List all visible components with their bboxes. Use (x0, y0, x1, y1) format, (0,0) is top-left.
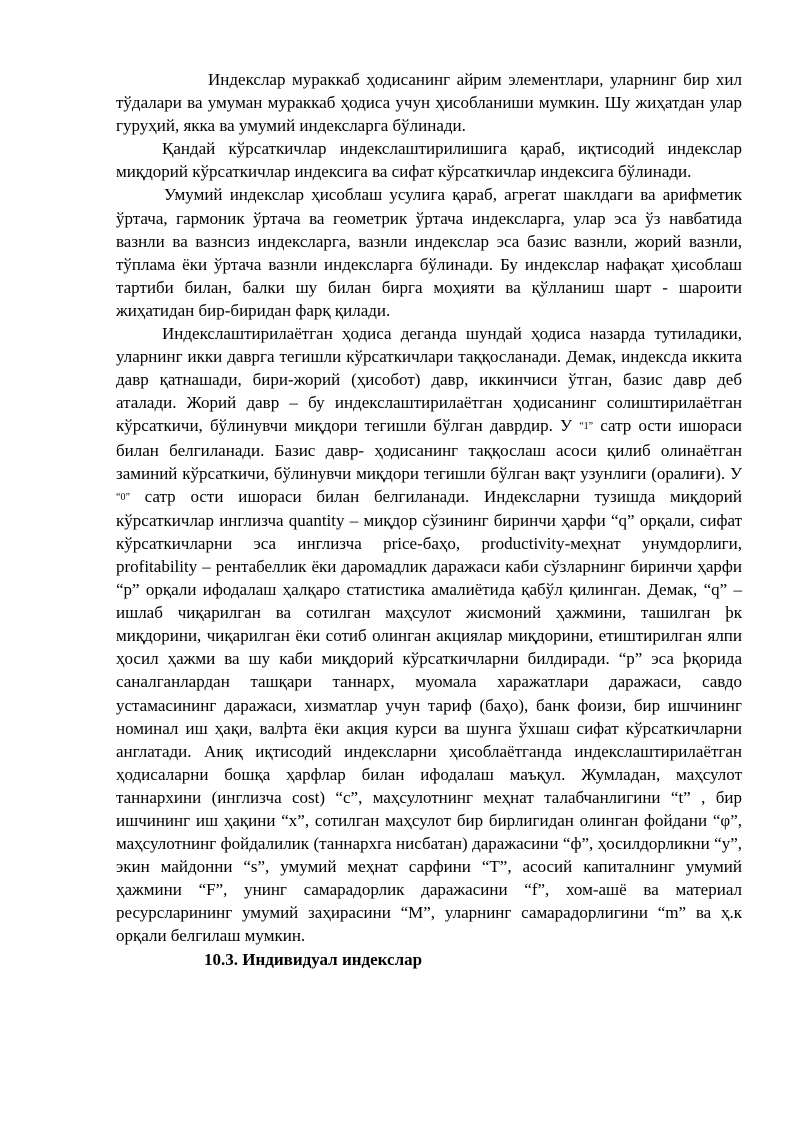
paragraph-text-part-3: сатр ости ишораси билан белгиланади. Индексларни тузишда миқдорий кўрсаткичлар инглизча quantity – миқдор сўзининг биринчи ҳарфи “q” орқали, сифат кўрсаткичларни эса инглизча price-баҳо, productivity-меҳнат унумдорлиги, profitability – рентабеллик ёки даромадлик даражаси каби сўзларнинг биринчи ҳарфи “р” орқали ифодалаш ҳалқаро статистика амалиётида қабўл қилинган. Демак, “q” – ишлаб чиқарилган ва сотилган маҳсулот жисмоний ҳажмини, ташилган þк миқдорини, чиқарилган ёки сотиб олинган акциялар миқдорини, етиштирилган ялпи ҳосил ҳажми ва шу каби миқдорий кўрсаткичларни билдиради. “р” эса þқорида саналганлардан ташқари таннарх, муомала харажатлари даражаси, савдо устамасининг даражаси, хизматлар учун тариф (баҳо), банк фоизи, бир ишчининг номинал иш ҳақи, валþта ёки акция курси ва шунга ўхшаш сифат кўрсаткичларни англатади. Аниқ иқтисодий индексларни ҳисоблаётганда индекслаштирилаётган ҳодисаларни бошқа ҳарфлар билан ифодалаш маъқул. Жумладан, маҳсулот таннархини (инглизча cost) “с”, маҳсулотнинг меҳнат талабчанлигини “t” , бир ишчининг иш ҳақини “х”, сотилган маҳсулот бир бирлигидан олинган фойдани “φ”, маҳсулотнинг фойдалилик (таннархга нисбатан) даражасини “ф”, ҳосилдорликни “у”, экин майдонни “s”, умумий меҳнат сарфини “Т”, асосий капиталнинг умумий ҳажмини “F”, унинг самарадорлик даражасини “f”, хом-ашё ва материал ресурсларининг умумий заҳирасини “М”, уларнинг самарадорлигини “m” ва ҳ.к орқали белгилаш мумкин. (116, 486, 742, 946)
section-heading: 10.3. Индивидуал индекслар (204, 949, 423, 969)
paragraph-calculation-methods: Умумий индекслар ҳисоблаш усулига қараб, агрегат шаклдаги ва арифметик ўртача, гармоник ўртача ва геометрик ўртача индексларга, улар эса ўз навбатида вазнли ва вазнсиз индексларга, вазнли индекслар эса базис вазнли, жорий вазнли, тўплама ёки ўртача вазнли индексларга бўлинади. Бу индекслар нафақат ҳисоблаш тартиби билан, балки шу билан бирга моҳияти ва қўлланиш шарт - шароити жиҳатидан бир-биридан фарқ қилади. (116, 185, 742, 320)
paragraph-index-elements: Индекслар мураккаб ҳодисанинг айрим элементлари, уларнинг бир хил тўдалари ва умуман мураккаб ҳодиса учун ҳисобланиши мумкин. Шу жиҳатдан улар гуруҳий, якка ва умумий индексларга бўлинади. (116, 70, 742, 136)
paragraph-text-part-1: Индекслаштирилаётган ҳодиса деганда шундай ҳодиса назарда тутиладики, уларнинг икки даврга тегишли кўрсаткичлари таққосланади. Демак, индексда иккита давр қатнашади, бири-жорий (ҳисобот) давр, иккинчиси ўтган, базис давр деб аталади. Жорий давр – бу индекслаштирилаётган ҳодисанинг солиштирилаётган кўрсаткичи, бўлинувчи миқдори тегишли бўлган даврдир. У (116, 324, 742, 436)
paragraph-indicator-types: Қандай кўрсаткичлар индекслаштирилишига қараб, иқтисодий индекслар миқдорий кўрсаткичлар индексига ва сифат кўрсаткичлар индексига бўлинади. (116, 139, 742, 182)
paragraph-text-part-2: сатр ости ишораси билан белгиланади. Базис давр- ҳодисанинг таққослаш асоси қилиб олинаётган заминий кўрсаткичи, бўлинувчи миқдори тегишли бўлган вақт узунлиги (оралиғи). У (116, 416, 742, 483)
subscript-marker-1: “1” (579, 421, 594, 433)
subscript-marker-0: “0” (116, 491, 130, 503)
paragraph-indexed-phenomenon (116, 322, 742, 948)
document-body (116, 68, 742, 971)
